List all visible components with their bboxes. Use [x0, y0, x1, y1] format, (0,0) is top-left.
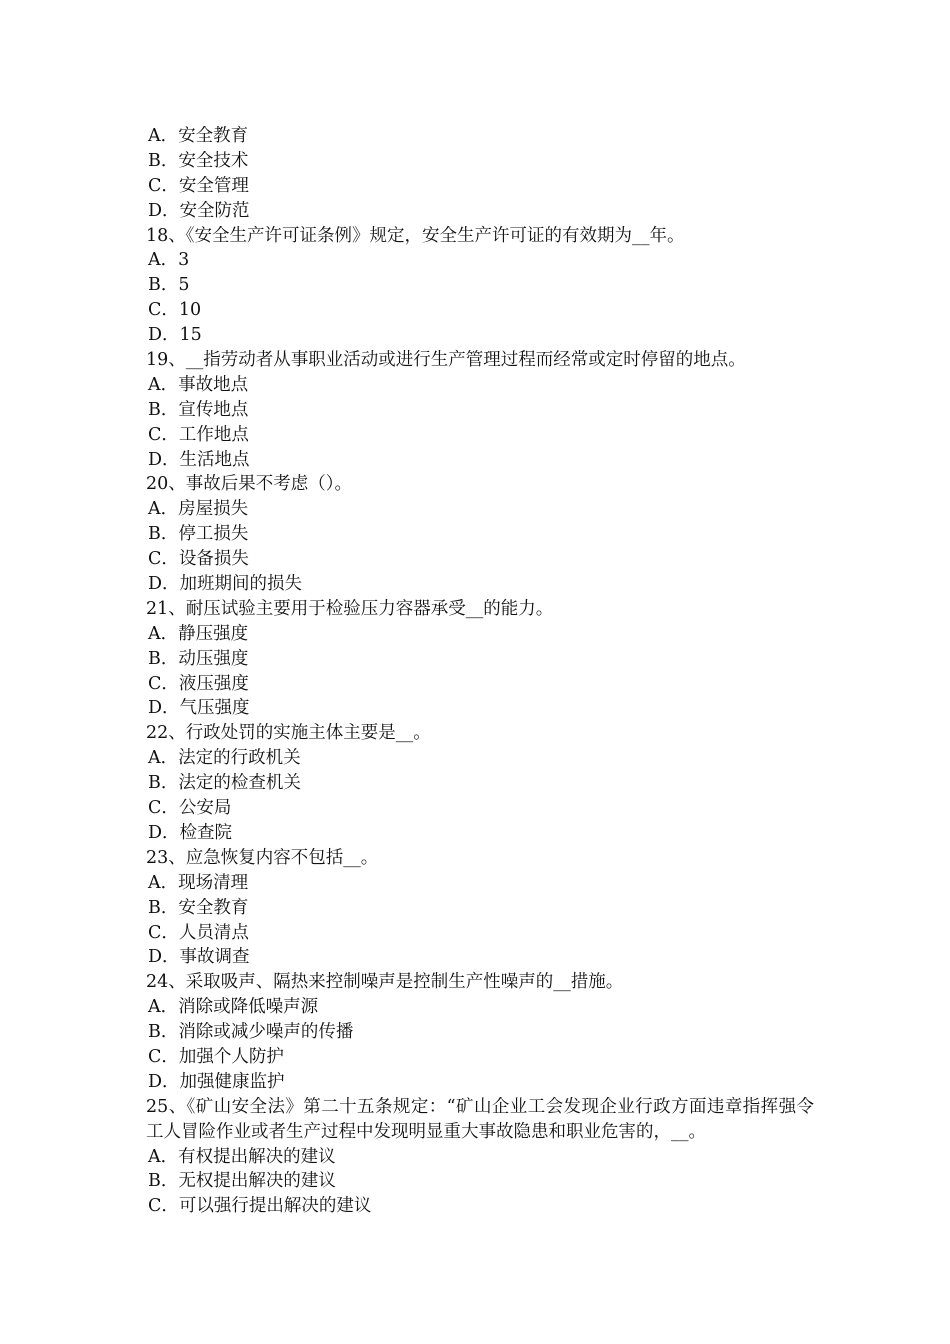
answer-option: C．设备损失	[148, 549, 249, 570]
answer-option: D．15	[148, 325, 202, 346]
answer-option: A．房屋损失	[148, 499, 249, 520]
answer-option: A．法定的行政机关	[148, 748, 301, 769]
answer-option: B．5	[148, 275, 190, 296]
answer-option: D．安全防范	[148, 200, 250, 221]
question-text: 20、事故后果不考虑（）。	[146, 474, 353, 495]
question-text: 24、采取吸声、隔热来控制噪声是控制生产性噪声的__措施。	[146, 972, 624, 993]
answer-option: A．事故地点	[148, 374, 249, 395]
answer-option: B．安全教育	[148, 897, 249, 918]
answer-option: A．3	[148, 250, 190, 271]
answer-option: A．安全教育	[148, 126, 249, 146]
answer-option: D．生活地点	[148, 449, 250, 470]
answer-option: B．宣传地点	[148, 399, 249, 420]
answer-option: B．消除或减少噪声的传播	[148, 1022, 354, 1043]
answer-option: C．公安局	[148, 798, 232, 819]
answer-option: A．静压强度	[148, 623, 249, 644]
question-text: 21、耐压试验主要用于检验压力容器承受__的能力。	[146, 598, 554, 619]
answer-option: B．安全技术	[148, 150, 249, 171]
answer-option: D．气压强度	[148, 698, 250, 719]
answer-option: B．无权提出解决的建议	[148, 1171, 336, 1192]
question-text: 22、行政处罚的实施主体主要是__。	[146, 723, 431, 744]
answer-option: C．液压强度	[148, 673, 249, 694]
answer-option: C．加强个人防护	[148, 1046, 284, 1067]
answer-option: C．人员清点	[148, 922, 249, 943]
answer-option: D．检查院	[148, 822, 233, 843]
answer-option: C．可以强行提出解决的建议	[148, 1196, 372, 1217]
answer-option: A．消除或降低噪声源	[148, 997, 319, 1018]
answer-option: C．10	[148, 300, 202, 321]
answer-option: A．有权提出解决的建议	[148, 1146, 336, 1167]
question-text: 19、__指劳动者从事职业活动或进行生产管理过程而经常或定时停留的地点。	[146, 350, 746, 371]
answer-option: C．工作地点	[148, 424, 249, 445]
question-text: 18、《安全生产许可证条例》规定，安全生产许可证的有效期为__年。	[146, 225, 685, 246]
exam-questions	[146, 124, 814, 1219]
question-text: 23、应急恢复内容不包括__。	[146, 847, 379, 868]
answer-option: D．加强健康监护	[148, 1071, 285, 1092]
answer-option: B．停工损失	[148, 524, 249, 545]
answer-option: D．事故调查	[148, 947, 250, 968]
answer-option: C．安全管理	[148, 175, 249, 196]
answer-option: D．加班期间的损失	[148, 574, 303, 595]
answer-option: B．动压强度	[148, 648, 249, 669]
answer-option: B．法定的检查机关	[148, 773, 301, 794]
question-text: 25、《矿山安全法》第二十五条规定：“矿山企业工会发现企业行政方面违章指挥强令工人冒险作业或者生产过程中发现明显重大事故隐患和职业危害的，__。	[146, 1096, 814, 1142]
answer-option: A．现场清理	[148, 872, 249, 893]
